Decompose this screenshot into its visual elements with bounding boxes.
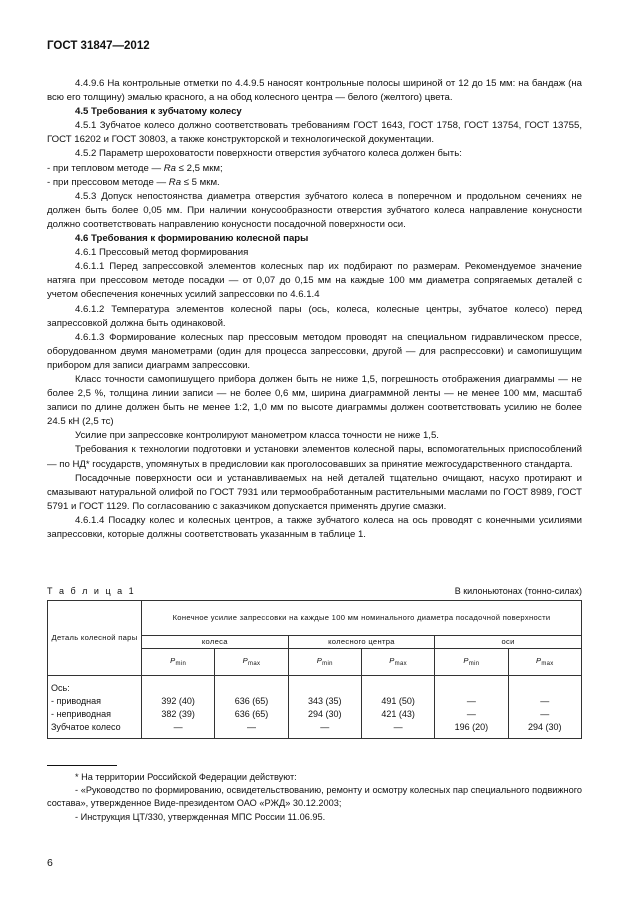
list-item [47,176,582,190]
table-cell [215,682,287,695]
table-caption-row [47,586,582,596]
col-header-group: Конечное усилие запрессовки на каждые 100 мм номинального диаметра посадочной поверхности [142,601,582,636]
table-cell: 636 (65) [234,696,269,706]
col-header-wheel-center: колесного центра [288,636,435,649]
col-header-pmax: $P_{max}$ [215,649,288,676]
table-cell: — [320,722,330,732]
table-caption: Т а б л и ц а 1 [47,586,136,596]
page-number: 6 [47,857,53,869]
table-col-cells [142,676,215,739]
section-heading: 4.5 Требования к зубчатому колесу [75,106,242,118]
list-text: - при тепловом методе — [47,162,164,174]
table-cell: — [466,696,476,706]
footnotes [47,771,582,824]
document-header: ГОСТ 31847—2012 [47,40,150,52]
col-header-wheel: колеса [142,636,289,649]
col-header-part: Деталь колесной пары [48,601,142,676]
row-label: - неприводная [51,709,111,719]
table-col-cells [288,676,361,739]
table-cell: 294 (30) [308,709,342,719]
paragraph: 4.6.1.1 Перед запрессовкой элементов колесных пар их подбирают по размерам. Рекомендуемое значение натяга при прессовом методе посадки — от 0,07 до 0,15 мм на каждые 100 мм диаметра сопрягаемых деталей с учетом обеспечения конечных усилий запрессовки по 4.6.1.4 [47,261,582,301]
paragraph: 4.6.1.4 Посадку колес и колесных центров, а также зубчатого колеса на ось проводят с конечными усилиями запрессовки, которые должны соответствовать указанным в таблице 1. [47,514,582,540]
table-cell: 392 (40) [161,696,195,706]
table-col-cells [361,676,434,739]
paragraph: 4.4.9.6 На контрольные отметки по 4.4.9.5 наносят контрольные полосы шириной от 12 до 15 мм: на бандаж (на всю его толщину) эмалью красного, а на обод колесного центра — белого (желтого) цвета. [47,78,582,104]
paragraph: 4.5.2 Параметр шероховатости поверхности отверстия зубчатого колеса должен быть: [75,148,462,160]
table-cell: — [393,722,403,732]
table-cell: — [246,722,256,732]
table-row-labels [48,676,142,739]
col-header-pmax: $P_{max}$ [361,649,434,676]
table-col-cells [435,676,508,739]
ra-symbol: Ra [168,176,182,188]
footnote-divider [47,765,117,766]
table-cell: 294 (30) [528,722,562,732]
paragraph: 4.6.1.3 Формирование колесных пар прессовым методом проводят на специальном гидравлическом прессе, оборудованном двумя манометрами (один для процесса запрессовки, другой — для распрессовки) и самопишущим прибором для записи диаграмм запрессовки. [47,331,582,371]
ra-symbol: Ra [163,162,177,174]
table-cell: — [173,722,183,732]
table-units: В килоньютонах (тонно-силах) [454,586,582,596]
col-header-axle: оси [435,636,582,649]
table-cell: 421 (43) [381,709,415,719]
list-text: ≤ 5 мкм. [181,176,220,188]
paragraph: 4.6.1 Прессовый метод формирования [75,247,249,259]
section-heading: 4.6 Требования к формированию колесной пары [75,233,309,245]
paragraph: 4.5.3 Допуск непостоянства диаметра отверстия зубчатого колеса в поперечном и продольном сечениях не должен быть более 0,05 мм. При наличии конусообразности отверстия зубчатого колеса направление конусности должно соответствовать направлению конусности посадочной поверхности оси. [47,190,582,230]
col-header-pmax: $P_{max}$ [508,649,581,676]
table-cell [142,682,214,695]
table-cell: 491 (50) [381,696,415,706]
list-text: - при прессовом методе — [47,176,169,188]
paragraph: Требования к технологии подготовки и установки элементов колесной пары, вспомогательных приспособлений — по НД* государств, упомянутых в предисловии как проголосовавших за принятие межгосударственного стандарта. [47,444,582,470]
row-label: Ось: [51,683,70,693]
paragraph: 4.6.1.2 Температура элементов колесной пары (ось, колеса, колесные центры, зубчатое колесо) перед запрессовкой должна быть одинаковой. [47,303,582,329]
col-header-pmin: $P_{min}$ [435,649,508,676]
footnote: - «Руководство по формированию, освидетельствованию, ремонту и осмотру колесных пар специального подвижного состава», утвержденное Виде-президентом ОАО «РЖД» 30.12.2003; [47,785,582,809]
table-col-cells [508,676,581,739]
list-text: ≤ 2,5 мкм; [176,162,223,174]
paragraph: Посадочные поверхности оси и устанавливаемых на ней деталей тщательно очищают, насухо протирают и смазывают натуральной олифой по ГОСТ 7931 или термообработанным растительными маслами по ГОСТ 8989, ГОСТ 5791 и ГОСТ 1129. По согласованию с заказчиком допускается применять другие смазки. [47,472,582,512]
table-cell [435,682,507,695]
paragraph: 4.5.1 Зубчатое колесо должно соответствовать требованиям ГОСТ 1643, ГОСТ 1758, ГОСТ 13754, ГОСТ 13755, ГОСТ 16202 и ГОСТ 30803, а также конструкторской и технологической документации. [47,120,582,146]
list-item [47,162,582,176]
table-cell: 343 (35) [308,696,342,706]
table-cell: — [466,709,476,719]
force-table [47,600,582,739]
table-cell: — [540,709,550,719]
col-header-pmin: $P_{min}$ [142,649,215,676]
table-cell: 636 (65) [234,709,269,719]
table-cell [362,682,434,695]
table-cell: 382 (39) [161,709,195,719]
row-label: Зубчатое колесо [51,722,121,732]
table-col-cells [215,676,288,739]
table-cell [509,682,581,695]
col-header-pmin: $P_{min}$ [288,649,361,676]
table-cell: 196 (20) [454,722,489,732]
table-cell [289,682,361,695]
paragraph: Усилие при запрессовке контролируют манометром класса точности не ниже 1,5. [75,430,439,442]
table-cell: — [540,696,550,706]
footnote: - Инструкция ЦТ/330, утвержденная МПС России 11.06.95. [75,811,326,822]
footnote: * На территории Российской Федерации действуют: [75,772,297,782]
paragraph: Класс точности самопишущего прибора должен быть не ниже 1,5, погрешность отображения диаграммы — не более 2,5 %, толщина линии записи — не более 0,6 мм, ширина диаграммной ленты — не менее 100 мм, масштаб записи по длине должен быть не менее 1:2, 1,0 мм по высоте диаграммы должен соответствовать усилию не более 24.5 кН (2,5 тс) [47,373,582,428]
row-label: - приводная [51,696,101,706]
document-body [47,77,582,542]
